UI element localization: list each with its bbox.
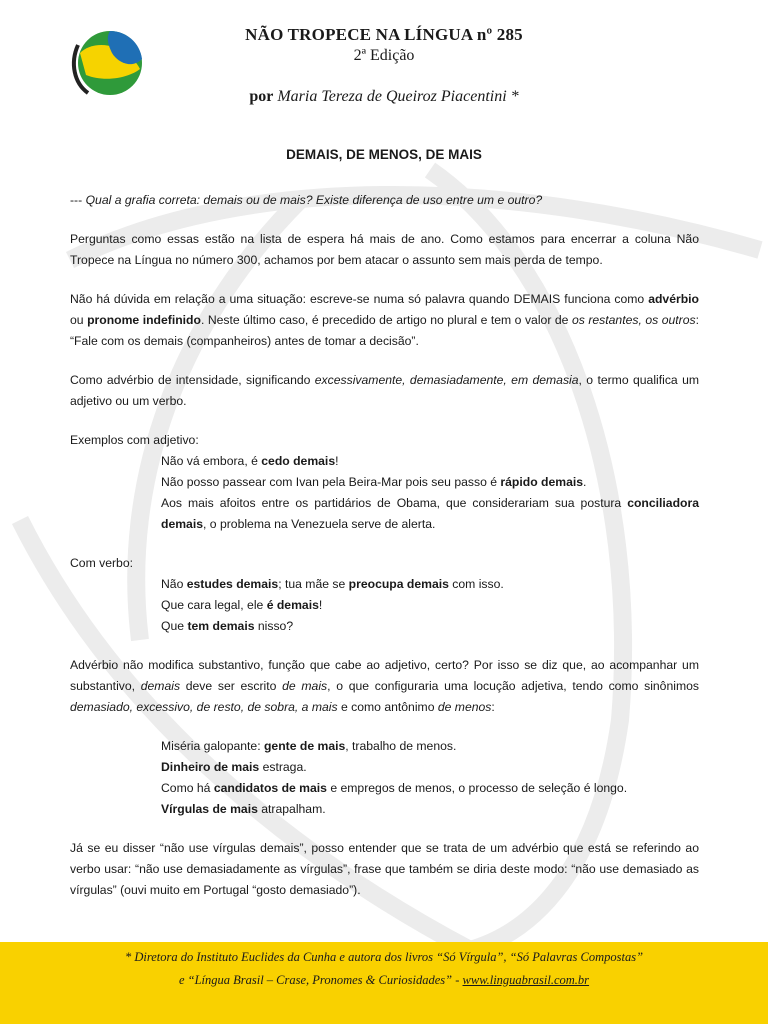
list-item: Não estudes demais; tua mãe se preocupa demais com isso. — [161, 577, 504, 591]
paragraph-4: Advérbio não modifica substantivo, função que cabe ao adjetivo, certo? Por isso se diz que, ao acompanhar um substantivo, demais deve ser escrito de mais, o que configuraria uma locução adjetiva, tendo como sinônimos demasiado, excessivo, de resto, de sobra, a mais e como antônimo de menos: — [70, 658, 699, 714]
article-body — [70, 190, 699, 901]
author-line — [180, 88, 588, 106]
list-item: Aos mais afoitos entre os partidários de Obama, que considerariam sua postura conciliadora demais, o problema na Venezuela serve de alerta. — [161, 496, 699, 531]
list-item: Que cara legal, ele é demais! — [161, 598, 323, 612]
adjective-examples — [70, 451, 699, 535]
document-header — [180, 24, 588, 66]
column-title: NÃO TROPECE NA LÍNGUA nº 285 — [245, 25, 523, 44]
author-name: Maria Tereza de Queiroz Piacentini * — [277, 88, 519, 105]
list-item: Como há candidatos de mais e empregos de menos, o processo de seleção é longo. — [161, 781, 628, 795]
paragraph-2: Não há dúvida em relação a uma situação: escreve-se numa só palavra quando DEMAIS funciona como advérbio ou pronome indefinido. Neste último caso, é precedido de artigo no plural e tem o valor de os restantes, os outros: “Fale com os demais (companheiros) antes de tomar a decisão”. — [70, 292, 699, 348]
author-prefix: por — [249, 88, 274, 105]
paragraph-1: Perguntas como essas estão na lista de espera há mais de ano. Como estamos para encerrar a coluna Não Tropece na Língua no número 300, achamos por bem atacar o assunto sem mais perda de tempo. — [70, 232, 699, 267]
adjective-heading: Exemplos com adjetivo: — [70, 433, 199, 447]
footer-line-1: * Diretora do Instituto Euclides da Cunha e autora dos livros “Só Vírgula”, “Só Palavras Compostas” — [124, 950, 644, 964]
website-link[interactable]: www.linguabrasil.com.br — [462, 973, 590, 987]
paragraph-3: Como advérbio de intensidade, significando excessivamente, demasiadamente, em demasia, o termo qualifica um adjetivo ou um verbo. — [70, 373, 699, 408]
question-paragraph: --- Qual a grafia correta: demais ou de mais? Existe diferença de uso entre um e outro? — [70, 193, 543, 207]
list-item: Não vá embora, é cedo demais! — [161, 454, 339, 468]
list-item: Vírgulas de mais atrapalham. — [161, 802, 326, 816]
verb-heading: Com verbo: — [70, 556, 133, 570]
edition-label: 2ª Edição — [353, 47, 415, 64]
list-item: Não posso passear com Ivan pela Beira-Mar pois seu passo é rápido demais. — [161, 475, 587, 489]
logo-icon — [66, 25, 146, 97]
list-item: Miséria galopante: gente de mais, trabalho de menos. — [161, 739, 457, 753]
footer-line-2: e “Língua Brasil – Crase, Pronomes & Curiosidades” - www.linguabrasil.com.br — [178, 973, 590, 987]
verb-examples — [70, 574, 699, 637]
list-item: Dinheiro de mais estraga. — [161, 760, 307, 774]
paragraph-5: Já se eu disser “não use vírgulas demais”, posso entender que se trata de um advérbio que está se referindo ao verbo usar: “não use demasiadamente as vírgulas”, frase que também se diria deste modo: “não use demasiado as vírgulas” (ouvi muito em Portugal “gosto demasiado”). — [70, 841, 699, 897]
list-item: Que tem demais nisso? — [161, 619, 294, 633]
substantive-examples — [70, 736, 699, 820]
footer-banner — [0, 942, 768, 1024]
article-title: DEMAIS, DE MENOS, DE MAIS — [286, 147, 482, 162]
